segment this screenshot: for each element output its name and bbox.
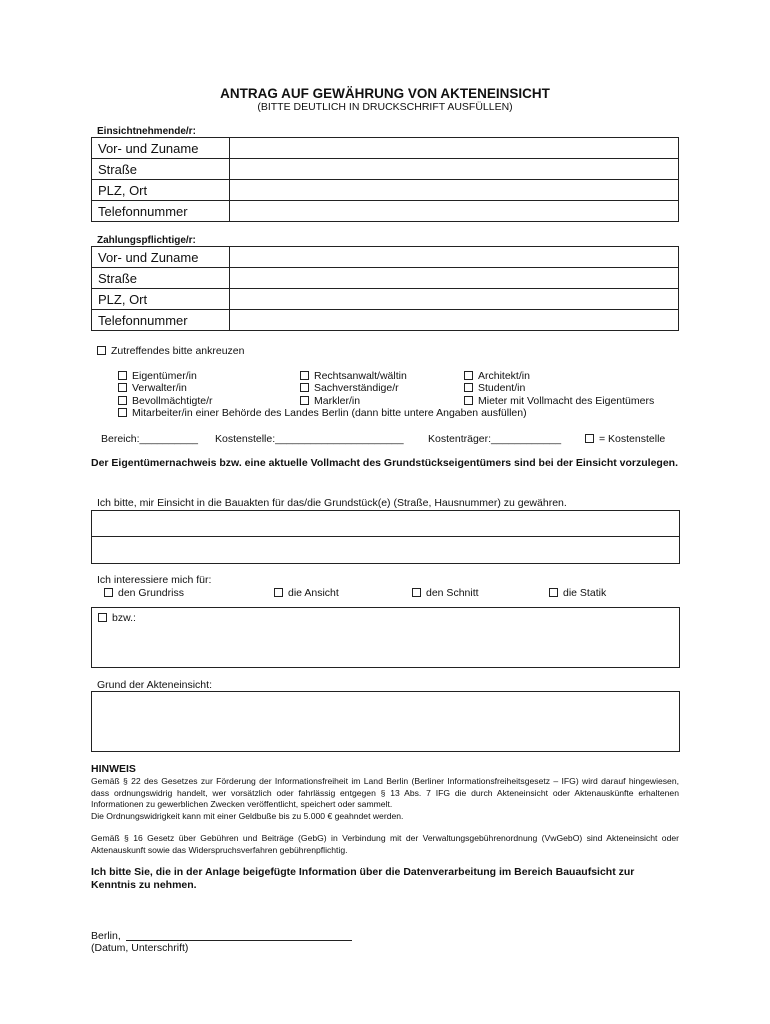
role-authority-option[interactable]: Mitarbeiter/in einer Behörde des Landes Berlin (dann bitte untere Angaben ausfüllen) (118, 407, 527, 419)
property-label: Ich bitte, mir Einsicht in die Bauakten für das/die Grundstück(e) (Straße, Hausnummer) zu gewähren. (97, 497, 567, 509)
property-input-2[interactable] (92, 537, 679, 563)
role-proxy-option[interactable]: Bevollmächtigte/r (118, 395, 213, 407)
applicant-label: Einsichtnehmende/r: (97, 126, 196, 137)
interest-other-box[interactable] (91, 607, 680, 668)
form-title: ANTRAG AUF GEWÄHRUNG VON AKTENEINSICHT (220, 86, 550, 101)
bereich-field[interactable]: Bereich:__________ (101, 433, 198, 445)
table-row (92, 268, 679, 289)
role-architect-checkbox[interactable] (464, 371, 473, 380)
applicant-name-label: Vor- und Zuname (92, 138, 230, 159)
applicant-street-field[interactable] (230, 159, 678, 179)
applicant-name-field[interactable] (230, 138, 678, 158)
payer-name-field[interactable] (230, 247, 678, 267)
table-row (92, 138, 679, 159)
property-line-2[interactable] (91, 536, 680, 564)
interest-floorplan-checkbox[interactable] (104, 588, 113, 597)
property-line-1[interactable] (91, 510, 680, 538)
interest-section-option[interactable]: den Schnitt (412, 587, 479, 599)
interest-statics-option[interactable]: die Statik (549, 587, 606, 599)
kostenstelle-field[interactable]: Kostenstelle:______________________ (215, 433, 404, 445)
kostenstelle-equal-checkbox[interactable] (585, 434, 594, 443)
role-expert-option[interactable]: Sachverständige/r (300, 382, 399, 394)
checkbox-icon (97, 346, 106, 355)
role-student-option[interactable]: Student/in (464, 382, 525, 394)
role-student-checkbox[interactable] (464, 383, 473, 392)
interest-section-checkbox[interactable] (412, 588, 421, 597)
payer-name-label: Vor- und Zuname (92, 247, 230, 268)
role-architect-option[interactable]: Architekt/in (464, 370, 530, 382)
payer-street-label: Straße (92, 268, 230, 289)
role-proxy-checkbox[interactable] (118, 396, 127, 405)
role-broker-option[interactable]: Markler/in (300, 395, 360, 407)
payer-phone-field[interactable] (230, 310, 678, 330)
role-tenant-option[interactable]: Mieter mit Vollmacht des Eigentümers (464, 395, 654, 407)
interest-label: Ich interessiere mich für: (97, 574, 212, 586)
kostentraeger-field[interactable]: Kostenträger:____________ (428, 433, 562, 445)
payer-phone-label: Telefonnummer (92, 310, 230, 331)
hinweis-paragraph-2: Die Ordnungswidrigkeit kann mit einer Geldbuße bis zu 5.000 € geahndet werden. (91, 811, 404, 821)
interest-other-checkbox[interactable] (98, 613, 107, 622)
signature-place: Berlin, (91, 930, 121, 942)
role-manager-option[interactable]: Verwalter/in (118, 382, 187, 394)
role-manager-checkbox[interactable] (118, 383, 127, 392)
form-subtitle: (BITTE DEUTLICH IN DRUCKSCHRIFT AUSFÜLLEN) (257, 101, 513, 113)
kostenstelle-equal-option[interactable]: = Kostenstelle (585, 433, 665, 445)
payer-table (91, 246, 679, 331)
table-row (92, 289, 679, 310)
table-row (92, 247, 679, 268)
interest-elevation-checkbox[interactable] (274, 588, 283, 597)
applicant-table (91, 137, 679, 222)
applicant-phone-label: Telefonnummer (92, 201, 230, 222)
interest-statics-checkbox[interactable] (549, 588, 558, 597)
role-owner-checkbox[interactable] (118, 371, 127, 380)
table-row (92, 201, 679, 222)
roles-hint: Zutreffendes bitte ankreuzen (97, 345, 244, 357)
applicant-street-label: Straße (92, 159, 230, 180)
data-processing-note: Ich bitte Sie, die in der Anlage beigefügte Information über die Datenverarbeitung im Bereich Bauaufsicht zur Kenntnis zu nehmen. (91, 866, 635, 891)
reason-input[interactable] (92, 692, 679, 751)
reason-label: Grund der Akteneinsicht: (97, 679, 212, 691)
role-lawyer-checkbox[interactable] (300, 371, 309, 380)
applicant-city-field[interactable] (230, 180, 678, 200)
interest-other-option[interactable]: bzw.: (98, 612, 136, 624)
table-row (92, 310, 679, 331)
role-broker-checkbox[interactable] (300, 396, 309, 405)
payer-city-label: PLZ, Ort (92, 289, 230, 310)
table-row (92, 159, 679, 180)
role-owner-option[interactable]: Eigentümer/in (118, 370, 197, 382)
payer-street-field[interactable] (230, 268, 678, 288)
role-expert-checkbox[interactable] (300, 383, 309, 392)
interest-elevation-option[interactable]: die Ansicht (274, 587, 339, 599)
hinweis-paragraph-1: Gemäß § 22 des Gesetzes zur Förderung der Informationsfreiheit im Land Berlin (Berliner Informationsfreiheitsgesetz – IFG) wird darauf hingewiesen, dass ordnungswidrig handelt, wer vorsätzlich oder fahrlässig entgegen § 13 Abs. 7 IFG die durch Akteneinsicht oder Aktenauskünfte erhaltenen Informationen zu gewerblichen Zwecken veröffentlicht, speichert oder sammelt. (91, 776, 679, 809)
reason-box[interactable] (91, 691, 680, 752)
applicant-phone-field[interactable] (230, 201, 678, 221)
property-input-1[interactable] (92, 511, 679, 537)
table-row (92, 180, 679, 201)
hinweis-paragraph-3: Gemäß § 16 Gesetz über Gebühren und Beiträge (GebG) in Verbindung mit der Verwaltungsgebührenordnung (VwGebO) sind Akteneinsicht oder Aktenauskunft sowie das Widerspruchsverfahren gebührenpflichtig. (91, 833, 679, 855)
interest-floorplan-option[interactable]: den Grundriss (104, 587, 184, 599)
role-tenant-checkbox[interactable] (464, 396, 473, 405)
signature-line[interactable] (126, 940, 352, 941)
hinweis-title: HINWEIS (91, 763, 136, 775)
signature-caption: (Datum, Unterschrift) (91, 942, 189, 954)
payer-city-field[interactable] (230, 289, 678, 309)
applicant-city-label: PLZ, Ort (92, 180, 230, 201)
role-authority-checkbox[interactable] (118, 408, 127, 417)
payer-label: Zahlungspflichtige/r: (97, 235, 196, 246)
role-lawyer-option[interactable]: Rechtsanwalt/wältin (300, 370, 407, 382)
ownership-note: Der Eigentümernachweis bzw. eine aktuelle Vollmacht des Grundstückseigentümers sind bei der Einsicht vorzulegen. (91, 457, 678, 469)
